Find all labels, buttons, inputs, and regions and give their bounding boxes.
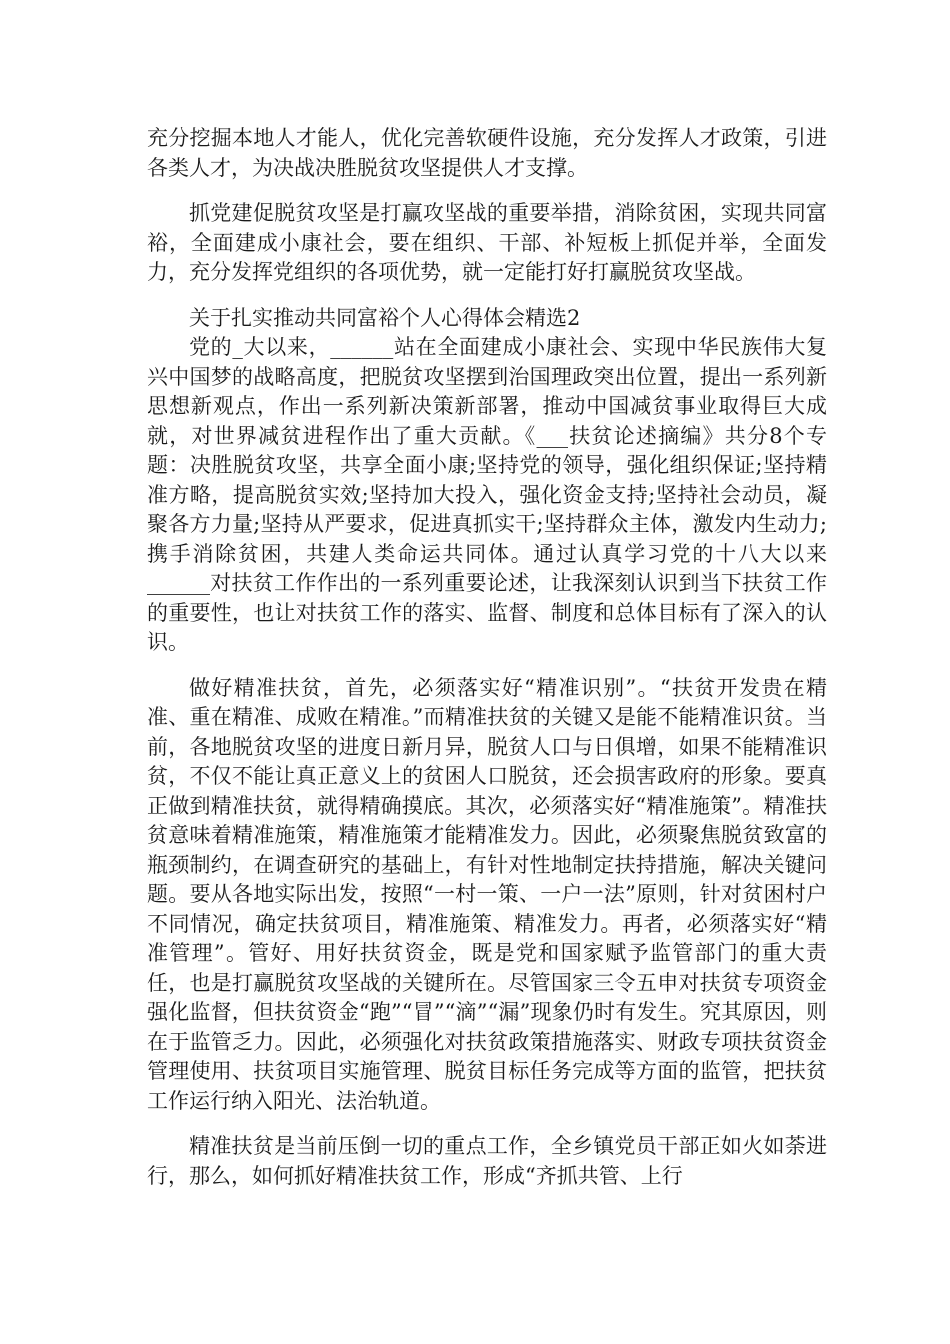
paragraph-poverty-overview: 党的_大以来，______站在全面建成小康社会、实现中华民族伟大复兴中国梦的战略高度，把脱贫攻坚摆到治国理政突出位置，提出一系列新思想新观点，作出一系列新决策新部署，推动中国减贫事业取得巨大成就，对世界减贫进程作出了重大贡献。《___扶贫论述摘编》共分8个专题：决胜脱贫攻坚，共享全面小康;坚持党的领导，强化组织保证;坚持精准方略，提高脱贫实效;坚持加大投入，强化资金支持;坚持社会动员，凝聚各方力量;坚持从严要求，促进真抓实干;坚持群众主体，激发内生动力;携手消除贫困，共建人类命运共同体。通过认真学习党的十八大以来______对扶贫工作作出的一系列重要论述，让我深刻认识到当下扶贫工作的重要性，也让对扶贫工作的落实、监督、制度和总体目标有了深入的认识。	[147, 335, 827, 654]
section-heading: 关于扎实推动共同富裕个人心得体会精选2	[189, 305, 581, 330]
paragraph-precision-poverty: 做好精准扶贫，首先，必须落实好“精准识别”。“扶贫开发贵在精准、重在精准、成败在精准。”而精准扶贫的关键又是能不能精准识贫。当前，各地脱贫攻坚的进度日新月异，脱贫人口与日俱增，如果不能精准识贫，不仅不能让真正意义上的贫困人口脱贫，还会损害政府的形象。要真正做到精准扶贫，就得精确摸底。其次，必须落实好“精准施策”。精准扶贫意味着精准施策，精准施策才能精准发力。因此，必须聚焦脱贫致富的瓶颈制约，在调查研究的基础上，有针对性地制定扶持措施，解决关键问题。要从各地实际出发，按照“一村一策、一户一法”原则，针对贫困村户不同情况，确定扶贫项目，精准施策、精准发力。再者，必须落实好“精准管理”。管好、用好扶贫资金，既是党和国家赋予监管部门的重大责任，也是打赢脱贫攻坚战的关键所在。尽管国家三令五申对扶贫专项资金强化监督，但扶贫资金“跑”“冒”“滴”“漏”现象仍时有发生。究其原因，则在于监管乏力。因此，必须强化对扶贫政策措施落实、财政专项扶贫资金管理使用、扶贫项目实施管理、脱贫目标任务完成等方面的监管，把扶贫工作运行纳入阳光、法治轨道。	[147, 675, 827, 1113]
paragraph-continuation: 充分挖掘本地人才能人，优化完善软硬件设施，充分发挥人才政策，引进各类人才，为决战决胜脱贫攻坚提供人才支撑。	[147, 126, 827, 180]
paragraph-township-work: 精准扶贫是当前压倒一切的重点工作，全乡镇党员干部正如火如荼进行，那么，如何抓好精准扶贫工作，形成“齐抓共管、上行	[147, 1134, 827, 1188]
document-body	[147, 124, 827, 1191]
paragraph-party-building: 抓党建促脱贫攻坚是打赢攻坚战的重要举措，消除贫困，实现共同富裕，全面建成小康社会，要在组织、干部、补短板上抓促并举，全面发力，充分发挥党组织的各项优势，就一定能打好打赢脱贫攻坚战。	[147, 201, 827, 284]
